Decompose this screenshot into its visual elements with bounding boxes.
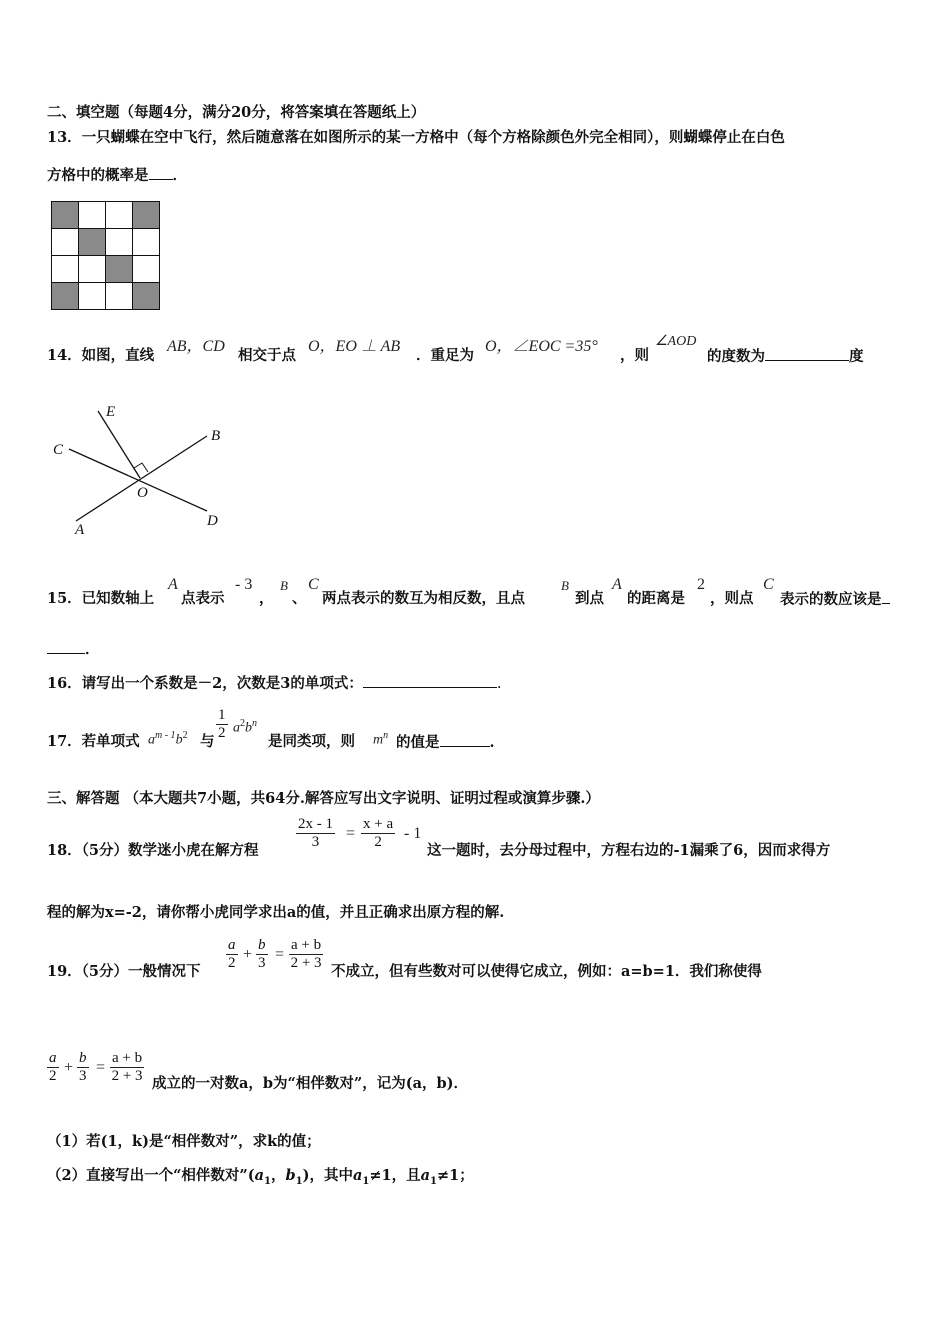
q15-mv: - 3	[235, 576, 253, 593]
numerator: a	[228, 937, 236, 953]
q17-t1: 17．若单项式	[47, 733, 140, 750]
angle-figure	[45, 395, 245, 545]
q16-line	[47, 673, 501, 694]
q18-t2: 这一题时，去分母过程中，方程右边的-1漏乘了6，因而求得方	[427, 842, 831, 859]
denominator: 2	[49, 1068, 57, 1084]
q15-t3: ，	[259, 590, 274, 607]
q14-t5: 的度数为	[707, 348, 765, 365]
subscript: 1	[295, 1175, 303, 1187]
q14-m3: O，∠EOC =35°	[485, 338, 598, 355]
numerator: x + a	[363, 816, 394, 832]
exp: n	[383, 730, 389, 741]
q18-fraction2	[361, 816, 395, 851]
grid-cell-white	[79, 283, 106, 310]
grid-cell-white	[79, 202, 106, 229]
exp: 2	[182, 730, 188, 741]
q19-frac-a	[226, 937, 238, 972]
q17-t2: 与	[200, 733, 215, 750]
label-b: B	[211, 428, 221, 444]
q15-t5: 两点表示的数互为相反数，且点	[322, 590, 525, 607]
denominator: 3	[311, 834, 320, 850]
q19-t3: 成立的一对数a，b为“相伴数对”，记为(a，b)．	[152, 1075, 468, 1092]
answer-blank	[882, 589, 890, 604]
q19-eq: =	[275, 946, 285, 963]
denominator: 3	[258, 955, 266, 971]
exp: 2	[240, 718, 245, 729]
answer-blank	[363, 673, 497, 688]
label-e: E	[106, 404, 116, 420]
q14-t6: 度	[849, 348, 864, 365]
grid-cell-gray	[133, 202, 160, 229]
subscript: 1	[264, 1175, 272, 1187]
answer-blank	[440, 732, 490, 747]
var-b: b	[175, 732, 183, 748]
q19-frac-sum	[289, 937, 323, 972]
label-c: C	[53, 442, 64, 458]
exp: n	[252, 718, 257, 729]
text: ，	[271, 1167, 286, 1184]
q15-t2: 点表示	[181, 590, 225, 607]
q14-t5-line	[707, 346, 864, 367]
section-heading: 二、填空题（每题4分，满分20分，将答案填在答题纸上）	[47, 104, 426, 121]
var: a	[254, 1167, 265, 1184]
q15-end: ．	[85, 641, 100, 658]
q17-fraction	[216, 707, 228, 742]
q18-t1: 18．（5分）数学迷小虎在解方程	[47, 842, 259, 859]
q13-line1: 13．一只蝴蝶在空中飞行，然后随意落在如图所示的某一方格中（每个方格除颜色外完全相同），则蝴蝶停止在白色	[47, 129, 785, 146]
line-cd	[69, 449, 207, 511]
grid-row	[52, 256, 160, 283]
numerator: 2x - 1	[298, 816, 333, 832]
grid-cell-gray	[106, 256, 133, 283]
grid-cell-white	[133, 256, 160, 283]
q17-m3	[373, 730, 388, 749]
grid-row	[52, 202, 160, 229]
q14-t1: 14．如图，直线	[47, 347, 155, 364]
q19-t2: 不成立，但有些数对可以使得它成立，例如：a=b=1．我们称使得	[331, 963, 762, 980]
var: a	[353, 1167, 363, 1184]
q18-tail: - 1	[404, 825, 422, 842]
q19-part2	[47, 1166, 474, 1192]
q17-monomial1	[148, 730, 188, 749]
q13-end: ．	[172, 167, 187, 184]
q19-frac-sum-2	[110, 1050, 144, 1085]
subscript: 1	[430, 1175, 437, 1187]
grid-row	[52, 229, 160, 256]
line-ab	[76, 436, 207, 521]
q19-part1: （1）若(1，k)是“相伴数对”，求k的值；	[47, 1133, 321, 1150]
q15-mC: C	[308, 576, 319, 593]
var-b: b	[245, 720, 252, 736]
numerator: b	[79, 1050, 87, 1066]
var-a: a	[233, 720, 240, 736]
q15-t7: 的距离是	[627, 590, 685, 607]
text: ≠1，且	[369, 1167, 421, 1184]
q17-t3: 是同类项，则	[268, 733, 355, 750]
answer-blank	[47, 639, 85, 654]
q15-mB2: B	[561, 578, 569, 593]
q15-t9-line	[780, 589, 890, 610]
label-a: A	[75, 522, 85, 538]
q19-frac-a-2	[47, 1050, 59, 1085]
square-grid-figure	[51, 201, 160, 310]
q15-m2: 2	[697, 576, 705, 593]
answer-blank	[149, 165, 173, 180]
answer-blank	[765, 346, 849, 361]
var: a	[420, 1167, 431, 1184]
q19-eq-2: =	[96, 1059, 106, 1076]
q14-m1: AB，CD	[167, 338, 225, 355]
grid-cell-white	[106, 202, 133, 229]
q18-fraction1	[296, 816, 335, 851]
grid-cell-white	[133, 229, 160, 256]
q15-mA: A	[168, 576, 178, 593]
q19-frac-b	[256, 937, 268, 972]
q17-end: .	[489, 734, 495, 751]
grid-cell-white	[79, 256, 106, 283]
grid-row	[52, 283, 160, 310]
q14-m2: O，EO ⊥ AB	[308, 338, 401, 355]
q14-t4: ，则	[620, 347, 649, 364]
var: b	[285, 1167, 296, 1184]
q15-t6: 到点	[575, 590, 604, 607]
q15-line2	[47, 639, 100, 660]
label-d: D	[207, 513, 218, 529]
var-a: a	[148, 732, 155, 748]
subscript: 1	[362, 1175, 370, 1187]
text: （2）直接写出一个“相伴数对”(	[47, 1167, 255, 1184]
text: ≠1；	[437, 1167, 474, 1184]
grid-cell-white	[106, 283, 133, 310]
line-eo	[98, 411, 140, 478]
q17-t4-line	[396, 732, 495, 753]
numerator: a + b	[291, 937, 322, 953]
grid-cell-gray	[52, 283, 79, 310]
numerator: 1	[218, 707, 226, 723]
q19-plus: +	[243, 946, 253, 963]
q15-mC2: C	[763, 576, 774, 593]
q14-m4: ∠AOD	[655, 334, 697, 349]
numerator: b	[258, 937, 266, 953]
var-m: m	[373, 732, 384, 748]
q19-plus-2: +	[64, 1059, 74, 1076]
grid-cell-gray	[79, 229, 106, 256]
q15-t4: 、	[292, 590, 307, 607]
numerator: a + b	[112, 1050, 143, 1066]
text: )，其中	[302, 1167, 353, 1184]
q14-t3: ．重足为	[416, 347, 474, 364]
denominator: 2	[228, 955, 236, 971]
denominator: 2	[218, 725, 226, 741]
q17-monomial2	[233, 718, 257, 737]
label-o: O	[137, 485, 148, 501]
q15-t8: ，则点	[710, 590, 754, 607]
section-heading: 三、解答题 （本大题共7小题，共64分.解答应写出文字说明、证明过程或演算步骤.）	[47, 790, 600, 807]
q14-t2: 相交于点	[238, 347, 296, 364]
q19-frac-b-2	[77, 1050, 89, 1085]
denominator: 2	[374, 834, 382, 850]
q15-mA2: A	[612, 576, 622, 593]
grid-cell-white	[52, 229, 79, 256]
exp: m - 1	[155, 730, 176, 741]
q18-line2: 程的解为x=-2，请你帮小虎同学求出a的值，并且正确求出原方程的解.	[47, 904, 505, 921]
q15-t1: 15．已知数轴上	[47, 590, 155, 607]
q17-t4: 的值是	[396, 734, 440, 751]
q15-mB: B	[280, 578, 288, 593]
q18-eq: =	[346, 825, 356, 842]
q16-end: .	[496, 676, 502, 692]
numerator: a	[49, 1050, 57, 1066]
q16-text: 16．请写出一个系数是－2，次数是3的单项式：	[47, 675, 363, 692]
q15-t9: 表示的数应该是	[780, 591, 882, 608]
grid-cell-white	[106, 229, 133, 256]
q19-t1: 19．（5分）一般情况下	[47, 963, 201, 980]
grid-cell-gray	[133, 283, 160, 310]
denominator: 2 + 3	[111, 1068, 143, 1084]
denominator: 2 + 3	[290, 955, 322, 971]
denominator: 3	[79, 1068, 87, 1084]
grid-cell-gray	[52, 202, 79, 229]
grid-cell-white	[52, 256, 79, 283]
q13-text: 方格中的概率是	[47, 167, 149, 184]
q13-line2	[47, 165, 187, 186]
